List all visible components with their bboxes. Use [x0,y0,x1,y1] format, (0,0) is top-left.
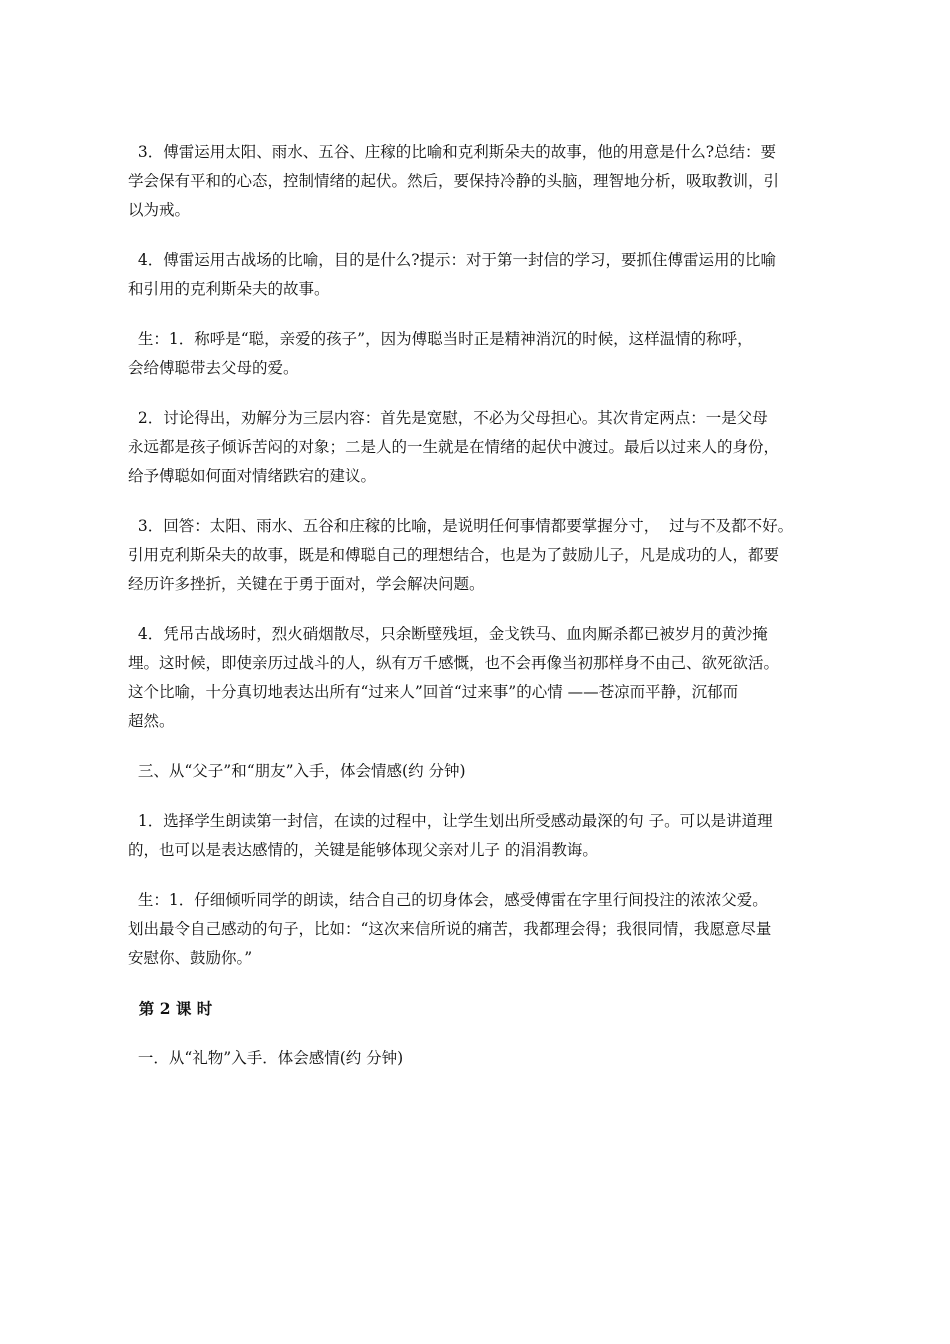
paragraph [128,886,840,973]
text-line: 2．讨论得出，劝解分为三层内容：首先是宽慰，不必为父母担心。其次肯定两点：一是父母 [128,409,768,427]
text-line: 经历许多挫折，关键在于勇于面对，学会解决问题。 [128,575,485,593]
text-line: 生：1．称呼是“聪，亲爱的孩子”，因为傅聪当时正是精神消沉的时候，这样温情的称呼， [128,330,753,348]
text-line: 1．选择学生朗读第一封信，在读的过程中，让学生划出所受感动最深的句 子。可以是讲道理 [128,812,773,830]
text-line: 3．回答：太阳、雨水、五谷和庄稼的比喻，是说明任何事情都要掌握分寸， 过与不及都不好。 [128,517,794,535]
paragraph [128,404,840,491]
text-line: 永远都是孩子倾诉苦闷的对象；二是人的一生就是在情绪的起伏中渡过。最后以过来人的身份， [128,438,780,456]
text-line: 三、从“父子”和“朋友”入手，体会情感(约 分钟) [128,762,466,780]
text-line: 和引用的克利斯朵夫的故事。 [128,280,330,298]
text-line: 以为戒。 [128,201,191,219]
section-heading: 一．从“礼物”入手．体会感情(约 分钟) [128,1049,404,1067]
document-body [128,138,840,973]
paragraph [128,138,840,225]
paragraph [128,512,840,599]
text-line: 会给傅聪带去父母的爱。 [128,359,299,377]
text-line: 给予傅聪如何面对情绪跌宕的建议。 [128,467,377,485]
text-line: 这个比喻，十分真切地表达出所有“过来人”回首“过来事”的心情 ——苍凉而平静，沉郁而 [128,683,739,701]
text-line: 超然。 [128,712,175,730]
text-line: 学会保有平和的心态，控制情绪的起伏。然后，要保持冷静的头脑，理智地分析，吸取教训，引 [128,172,780,190]
text-line: 划出最令自己感动的句子，比如：“这次来信所说的痛苦，我都理会得；我很同情，我愿意尽量 [128,920,772,938]
paragraph [128,325,840,383]
text-line: 生：1．仔细倾听同学的朗读，结合自己的切身体会，感受傅雷在字里行间投注的浓浓父爱。 [128,891,768,909]
document-page [128,138,840,1073]
text-line: 4．傅雷运用古战场的比喻，目的是什么?提示：对于第一封信的学习，要抓住傅雷运用的比喻 [128,251,777,269]
paragraph [128,620,840,736]
paragraph [128,807,840,865]
text-line: 安慰你、鼓励你。” [128,949,253,967]
text-line: 埋。这时候，即使亲历过战斗的人，纵有万千感慨，也不会再像当初那样身不由己、欲死欲活。 [128,654,780,672]
paragraph [128,246,840,304]
lesson-heading: 第 2 课 时 [128,999,213,1018]
text-line: 引用克利斯朵夫的故事，既是和傅聪自己的理想结合，也是为了鼓励儿子，凡是成功的人，都要 [128,546,780,564]
paragraph [128,757,840,786]
text-line: 的，也可以是表达感情的，关键是能够体现父亲对儿子 的涓涓教诲。 [128,841,598,859]
text-line: 3．傅雷运用太阳、雨水、五谷、庄稼的比喻和克利斯朵夫的故事，他的用意是什么?总结：要 [128,143,777,161]
text-line: 4．凭吊古战场时，烈火硝烟散尽，只余断壁残垣，金戈铁马、血肉厮杀都已被岁月的黄沙掩 [128,625,768,643]
